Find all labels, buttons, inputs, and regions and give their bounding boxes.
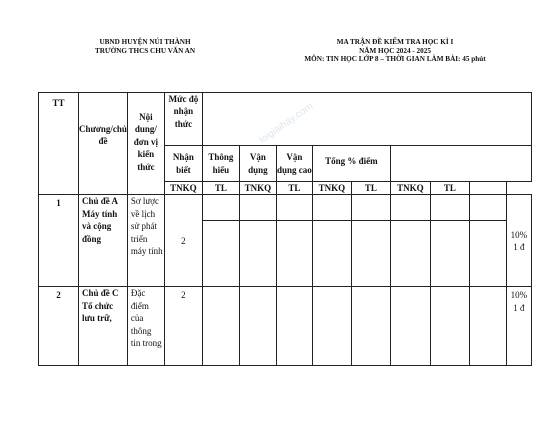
- header-muc-do: Mức độ nhận thức: [164, 93, 202, 146]
- cell: [239, 221, 276, 287]
- header-tong: Tổng % điểm: [312, 146, 390, 182]
- cell: [312, 195, 351, 221]
- row-tong: [506, 195, 531, 287]
- sub-tnkq: TNKQ: [312, 182, 351, 195]
- table-row: [39, 287, 532, 366]
- sub-tnkq: TNKQ: [239, 182, 276, 195]
- cell: [351, 287, 390, 366]
- exam-header: [300, 38, 490, 64]
- header-noi-dung: Nội dung/đơn vị kiến thức: [127, 93, 164, 195]
- cell: [430, 195, 469, 221]
- subject-line: MÔN: TIN HỌC LỚP 8 – THỜI GIAN LÀM BÀI: 45 phút: [304, 55, 486, 64]
- cell: [202, 287, 239, 366]
- cell: [390, 221, 430, 287]
- cell: [351, 221, 390, 287]
- level-thong-hieu: Thông hiểu: [202, 146, 239, 182]
- cell: [469, 195, 506, 221]
- cell: [469, 221, 506, 287]
- cell: [239, 287, 276, 366]
- row-nb-tnkq: 2: [164, 195, 202, 287]
- cell: [469, 287, 506, 366]
- school-year: NĂM HỌC 2024 - 2025: [359, 46, 431, 55]
- matrix-table: [38, 92, 532, 366]
- exam-title: MA TRẬN ĐỀ KIỂM TRA HỌC KÌ I: [336, 38, 454, 46]
- row-tong-diem: 1 đ: [513, 241, 525, 252]
- level-van-dung-cao: Vận dụng cao: [276, 146, 312, 182]
- table-row: [39, 195, 532, 221]
- cell: [351, 195, 390, 221]
- sub-tnkq: TNKQ: [164, 182, 202, 195]
- header-chuong: Chương/chủ đề: [79, 93, 128, 195]
- cell: [276, 287, 312, 366]
- cell: [202, 195, 239, 221]
- district-name: UBND HUYỆN NÚI THÀNH: [99, 38, 191, 46]
- row-chuong: Chủ đề A Máy tính và cộng đồng: [79, 195, 128, 287]
- cell: [276, 221, 312, 287]
- row-nb-tnkq: 2: [164, 287, 202, 366]
- level-nhan-biet: Nhận biết: [164, 146, 202, 182]
- row-tong: [506, 287, 531, 366]
- row-noi-dung: Đặc điểm của thông tin trong: [127, 287, 164, 366]
- cell: [276, 195, 312, 221]
- school-header: [60, 38, 230, 55]
- header-tt: TT: [39, 93, 79, 195]
- sub-tl: TL: [430, 182, 469, 195]
- sub-tl: TL: [202, 182, 239, 195]
- row-noi-dung: Sơ lược về lịch sử phát triển máy tính: [127, 195, 164, 287]
- cell: [202, 221, 239, 287]
- header-blank-2: [390, 146, 531, 182]
- cell: [430, 221, 469, 287]
- sub-tl: TL: [276, 182, 312, 195]
- cell: [312, 221, 351, 287]
- cell: [312, 287, 351, 366]
- cell: [239, 195, 276, 221]
- sub-tnkq: TNKQ: [390, 182, 430, 195]
- header-blank: [202, 93, 531, 146]
- row-tong-diem: 1 đ: [513, 302, 525, 313]
- row-tt: 1: [39, 195, 79, 287]
- row-tong-pct: 10%: [510, 229, 528, 240]
- row-tong-pct: 10%: [510, 290, 528, 301]
- cell: [430, 287, 469, 366]
- row-chuong: Chủ đề C Tổ chức lưu trữ,: [79, 287, 128, 366]
- sub-tl: TL: [351, 182, 390, 195]
- sub-blank: [469, 182, 506, 195]
- cell: [390, 287, 430, 366]
- school-name: TRƯỜNG THCS CHU VĂN AN: [94, 46, 196, 55]
- table-header-row: [39, 93, 532, 146]
- watermark: loigiaihay.com: [257, 101, 316, 146]
- cell: [390, 195, 430, 221]
- level-van-dung: Vận dụng: [239, 146, 276, 182]
- row-tt: 2: [39, 287, 79, 366]
